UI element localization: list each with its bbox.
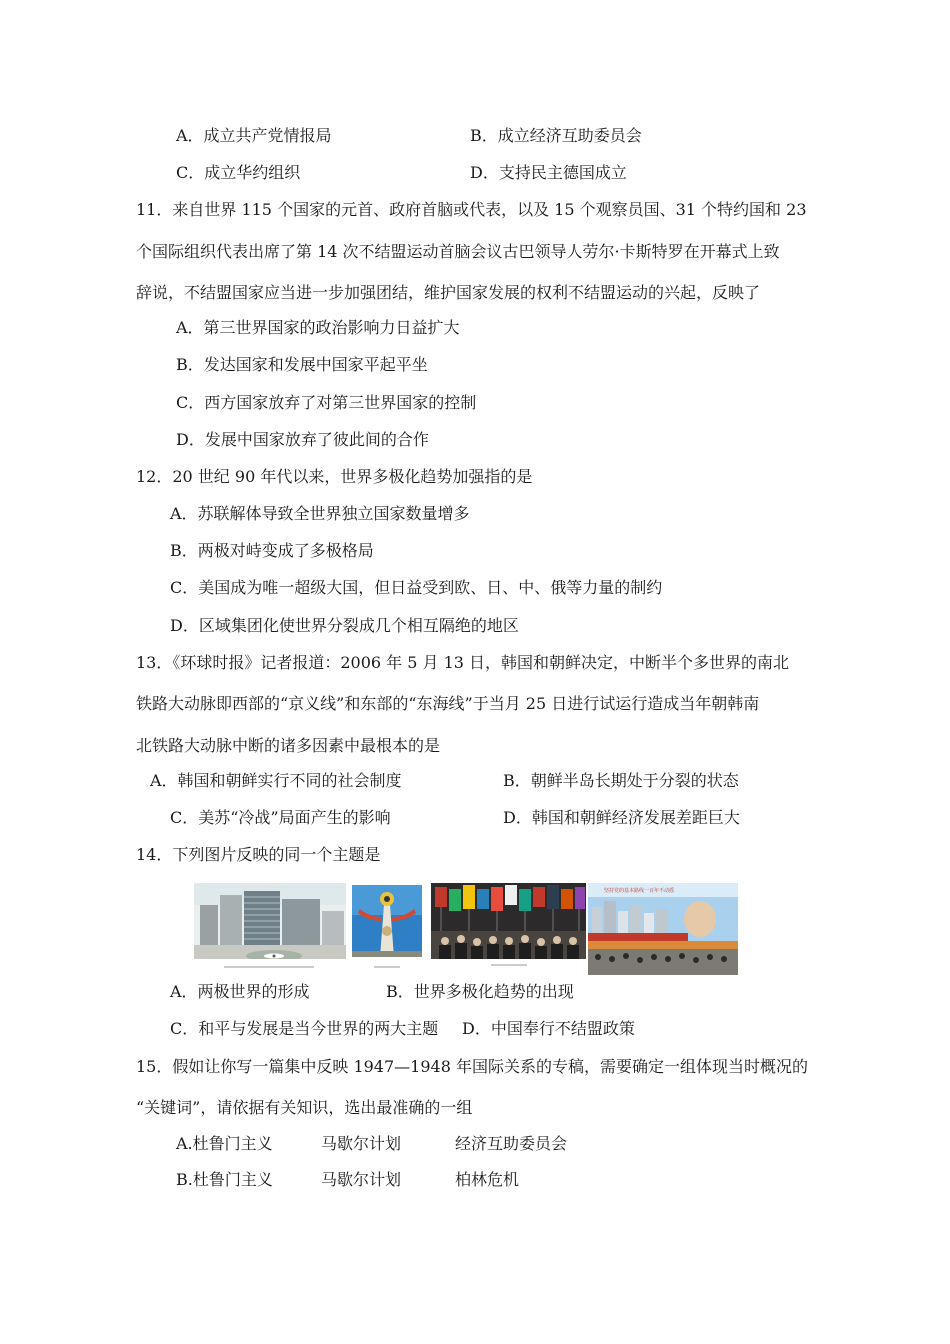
- q12-option-c: C．美国成为唯一超级大国，但日益受到欧、日、中、俄等力量的制约: [170, 578, 663, 597]
- q11-option-c: C．西方国家放弃了对第三世界国家的控制: [176, 393, 477, 412]
- q13-stem-line-1: 13．《环球时报》记者报道：2006 年 5 月 13 日，韩国和朝鲜决定，中断半个多世界的南北: [136, 653, 790, 672]
- q14-option-c: C．和平与发展是当今世界的两大主题: [170, 1019, 439, 1038]
- q15-stem-line-1: 15．假如让你写一篇集中反映 1947—1948 年国际关系的专稿，需要确定一组体现当时概况的: [136, 1057, 808, 1076]
- tower-of-sun-photo: [346, 883, 428, 973]
- q14-option-b: B．世界多极化趋势的出现: [386, 982, 574, 1001]
- q11-stem-line-1: 11．来自世界 115 个国家的元首、政府首脑或代表，以及 15 个观察员国、31 个特约国和 23: [136, 200, 807, 219]
- q14-option-d: D．中国奉行不结盟政策: [462, 1019, 635, 1038]
- deng-xiaoping-billboard-photo: [588, 883, 738, 975]
- q11-option-a: A．第三世界国家的政治影响力日益扩大: [176, 318, 460, 337]
- q11-option-b: B．发达国家和发展中国家平起平坐: [176, 355, 428, 374]
- q15-option-a-keyword-2: 马歇尔计划: [321, 1134, 402, 1153]
- q13-option-d: D．韩国和朝鲜经济发展差距巨大: [503, 808, 740, 827]
- q15-stem-line-2: “关键词”，请依据有关知识，选出最准确的一组: [136, 1098, 473, 1117]
- q15-option-a-keyword-3: 经济互助委员会: [455, 1134, 568, 1153]
- q12-stem: 12．20 世纪 90 年代以来，世界多极化趋势加强指的是: [136, 467, 533, 486]
- q13-option-b: B．朝鲜半岛长期处于分裂的状态: [503, 771, 739, 790]
- q15-option-a-label: A.杜鲁门主义: [176, 1134, 273, 1153]
- q13-stem-line-2: 铁路大动脉即西部的“京义线”和东部的“东海线”于当月 25 日进行试运行造成当年朝韩南: [136, 694, 760, 713]
- flags-assembly-photo: [431, 883, 586, 971]
- q12-option-b: B．两极对峙变成了多极格局: [170, 541, 374, 560]
- q14-option-a: A．两极世界的形成: [170, 982, 310, 1001]
- q10-option-b: B．成立经济互助委员会: [470, 126, 642, 145]
- q13-option-a: A．韩国和朝鲜实行不同的社会制度: [150, 771, 402, 790]
- q13-option-c: C．美苏“冷战”局面产生的影响: [170, 808, 391, 827]
- q10-option-a: A．成立共产党情报局: [176, 126, 332, 145]
- q12-option-a: A．苏联解体导致全世界独立国家数量增多: [170, 504, 470, 523]
- un-building-photo: [194, 883, 346, 973]
- q15-option-b-keyword-2: 马歇尔计划: [321, 1170, 402, 1189]
- q11-option-d: D．发展中国家放弃了彼此间的合作: [176, 430, 429, 449]
- q11-stem-line-3: 辞说，不结盟国家应当进一步加强团结，维护国家发展的权利不结盟运动的兴起，反映了: [136, 283, 761, 302]
- q11-stem-line-2: 个国际组织代表出席了第 14 次不结盟运动首脑会议古巴领导人劳尔·卡斯特罗在开幕式上致: [136, 242, 780, 261]
- q15-option-b-keyword-3: 柏林危机: [455, 1170, 520, 1189]
- q13-stem-line-3: 北铁路大动脉中断的诸多因素中最根本的是: [136, 736, 441, 755]
- q15-option-b-label: B.杜鲁门主义: [176, 1170, 273, 1189]
- q12-option-d: D．区域集团化使世界分裂成几个相互隔绝的地区: [170, 616, 519, 635]
- billboard-slogan: 坚持党的基本路线一百年不动摇: [604, 888, 675, 894]
- q10-option-d: D．支持民主德国成立: [470, 163, 627, 182]
- q10-option-c: C．成立华约组织: [176, 163, 301, 182]
- q14-stem: 14．下列图片反映的同一个主题是: [136, 845, 381, 864]
